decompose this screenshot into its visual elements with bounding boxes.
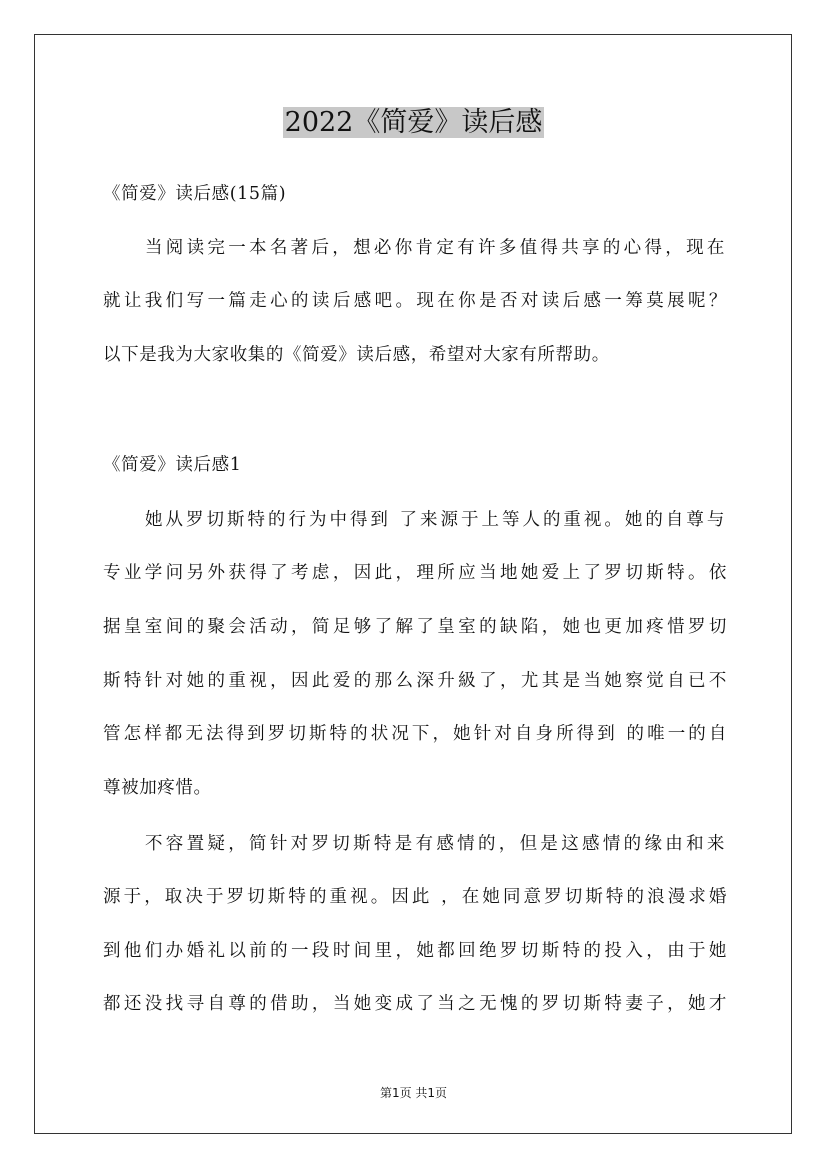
document-subtitle: 《简爱》读后感(15篇) (103, 184, 287, 204)
intro-line-3: 以下是我为大家收集的《简爱》读后感，希望对大家有所帮助。 (103, 345, 610, 365)
paragraph1-line-4: 斯特针对她的重视，因此爱的那么深升級了，尤其是当她察觉自已不 (103, 671, 727, 691)
paragraph1-line-2: 专业学问另外获得了考虑，因此，理所应当地她爱上了罗切斯特。依 (103, 563, 727, 583)
paragraph1-line-6: 尊被加疼惜。 (103, 778, 212, 798)
paragraph2-line-2: 源于，取决于罗切斯特的重视。因此 ，在她同意罗切斯特的浪漫求婚 (103, 887, 727, 907)
paragraph2-line-4: 都还没找寻自尊的借助，当她变成了当之无愧的罗切斯特妻子，她才 (103, 994, 727, 1014)
page-number-footer: 第1页 共1页 (379, 1086, 448, 1100)
intro-line-1: 当阅读完一本名著后，想必你肯定有许多值得共享的心得，现在 (145, 238, 725, 258)
paragraph2-line-3: 到他们办婚礼以前的一段时间里，她都回绝罗切斯特的投入，由于她 (103, 941, 727, 961)
paragraph1-line-1: 她从罗切斯特的行为中得到 了来源于上等人的重视。她的自尊与 (145, 510, 725, 530)
document-title: 2022《简爱》读后感 (284, 107, 543, 138)
paragraph1-line-5: 管怎样都无法得到罗切斯特的状况下，她针对自身所得到 的唯一的自 (103, 724, 727, 744)
section-heading: 《简爱》读后感1 (103, 455, 242, 475)
paragraph1-line-3: 据皇室间的聚会活动，简足够了解了皇室的缺陷，她也更加疼惜罗切 (103, 617, 727, 637)
paragraph2-line-1: 不容置疑，简针对罗切斯特是有感情的，但是这感情的缘由和来 (145, 834, 725, 854)
intro-line-2: 就让我们写一篇走心的读后感吧。现在你是否对读后感一筹莫展呢？ (103, 291, 727, 311)
